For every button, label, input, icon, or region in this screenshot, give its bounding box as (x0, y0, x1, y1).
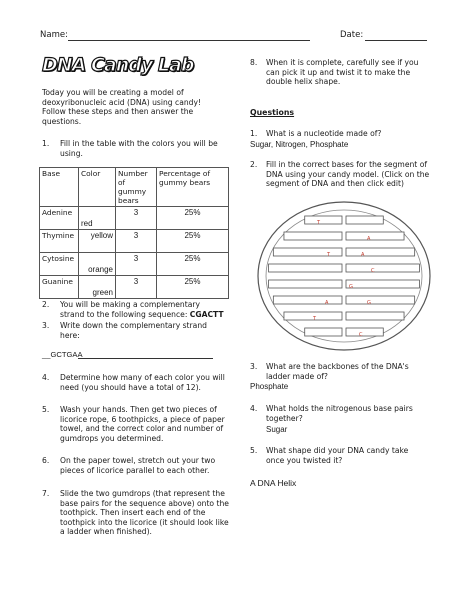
table-header: Percentage of gummy bears (157, 168, 229, 207)
table-row (40, 253, 229, 276)
strand-answer[interactable]: __GCTGAA (42, 350, 83, 359)
base-letter: C (371, 268, 375, 274)
base-segment-right[interactable] (346, 280, 419, 288)
step-text: Slide the two gumdrops (that represent the base pairs for the sequence above) onto the toothpick. Then insert each end of the toothpick into the licorice (it should look like a ladder when finished). (60, 489, 229, 537)
base-letter: T (317, 220, 321, 226)
date-label: Date: (340, 30, 364, 40)
step-number: 3. (42, 321, 50, 330)
number-cell[interactable]: 3 (116, 207, 157, 230)
date-field[interactable] (365, 40, 427, 41)
base-cell: Cytosine (40, 253, 79, 276)
question-text: What is a nucleotide made of? (266, 129, 382, 138)
base-segment-left[interactable] (269, 280, 342, 288)
number-cell[interactable]: 3 (116, 253, 157, 276)
step-number: 8. (250, 58, 258, 67)
answer-text[interactable]: Sugar (266, 425, 288, 434)
base-cell: Adenine (40, 207, 79, 230)
base-letter: A (361, 252, 365, 258)
step-text: Determine how many of each color you will need (you should have a total of 12). (60, 373, 225, 392)
question-number: 5. (250, 446, 258, 455)
question-text: What shape did your DNA candy take once you twisted it? (266, 446, 409, 465)
question-text: What holds the nitrogenous base pairs together? (266, 404, 413, 423)
dna-segment-diagram[interactable] (255, 198, 435, 353)
step-text: On the paper towel, stretch out your two pieces of licorice parallel to each other. (60, 456, 216, 475)
step-number: 1. (42, 139, 50, 148)
step-text (60, 300, 225, 319)
page-title: DNA Candy Lab (42, 54, 194, 76)
step-number: 5. (42, 405, 50, 414)
pct-cell[interactable]: 25% (157, 207, 229, 230)
table-header-row (40, 168, 229, 207)
base-letter: G (349, 284, 353, 290)
base-segment-left[interactable] (269, 264, 342, 272)
step-text: Wash your hands. Then get two pieces of licorice rope, 6 toothpicks, a piece of paper towel, and the correct color and number of gumdrops you determined. (60, 405, 225, 443)
question-text: What are the backbones of the DNA's ladder made of? (266, 362, 409, 381)
question-number: 1. (250, 129, 258, 138)
name-label: Name: (40, 30, 68, 40)
step-number: 4. (42, 373, 50, 382)
base-segment-right[interactable] (346, 232, 404, 240)
pct-cell[interactable]: 25% (157, 230, 229, 253)
question-number: 3. (250, 362, 258, 371)
step-text: Fill in the table with the colors you will be using. (60, 139, 218, 158)
sequence-text: CGACTT (189, 309, 224, 319)
base-segment-left[interactable] (305, 216, 342, 224)
pct-cell[interactable]: 25% (157, 253, 229, 276)
base-cell: Thymine (40, 230, 79, 253)
base-segment-left[interactable] (305, 328, 342, 336)
table-header: Base (40, 168, 79, 207)
color-cell[interactable]: green (79, 276, 116, 299)
base-segment-right[interactable] (346, 312, 404, 320)
candy-table (39, 167, 229, 299)
base-letter: T (327, 252, 331, 258)
color-cell[interactable]: yellow (79, 230, 116, 253)
answer-text[interactable]: Sugar, Nitrogen, Phosphate (250, 140, 349, 149)
table-header: Color (79, 168, 116, 207)
step-text: When it is complete, carefully see if you can pick it up and twist it to make the double helix shape. (266, 58, 419, 87)
step-number: 6. (42, 456, 50, 465)
answer-text[interactable]: A DNA Helix (250, 478, 297, 488)
table-header: Number of gummy bears (116, 168, 157, 207)
number-cell[interactable]: 3 (116, 276, 157, 299)
table-row (40, 276, 229, 299)
question-number: 2. (250, 160, 258, 169)
base-letter: G (367, 300, 371, 306)
step-text: Write down the complementary strand here: (60, 321, 207, 340)
intro-text: Today you will be creating a model of deoxyribonucleic acid (DNA) using candy! Follow these steps and then answer the questions. (42, 88, 202, 126)
base-segment-left[interactable] (273, 296, 342, 304)
color-cell[interactable]: orange (79, 253, 116, 276)
questions-heading: Questions (250, 108, 295, 117)
color-cell[interactable]: red (79, 207, 116, 230)
base-segment-right[interactable] (346, 248, 415, 256)
base-letter: C (359, 332, 363, 338)
step-number: 7. (42, 489, 50, 498)
step-2-text: You will be making a complementary strand to the following sequence: (60, 300, 200, 319)
base-segment-right[interactable] (346, 264, 419, 272)
base-segment-right[interactable] (346, 216, 383, 224)
base-segment-left[interactable] (284, 232, 342, 240)
question-number: 4. (250, 404, 258, 413)
step-number: 2. (42, 300, 50, 309)
base-letter: A (367, 236, 371, 242)
answer-text[interactable]: Phosphate (250, 382, 289, 391)
strand-answer-line (78, 358, 213, 359)
table-row (40, 207, 229, 230)
question-text: Fill in the correct bases for the segment of DNA using your candy model. (Click on the segment of DNA and then click edit) (266, 160, 430, 189)
number-cell[interactable]: 3 (116, 230, 157, 253)
name-field[interactable] (68, 40, 310, 41)
base-segment-right[interactable] (346, 328, 383, 336)
base-letter: A (325, 300, 329, 306)
base-letter: T (313, 316, 317, 322)
base-segment-right[interactable] (346, 296, 415, 304)
table-row (40, 230, 229, 253)
pct-cell[interactable]: 25% (157, 276, 229, 299)
base-segment-left[interactable] (273, 248, 342, 256)
base-cell: Guanine (40, 276, 79, 299)
